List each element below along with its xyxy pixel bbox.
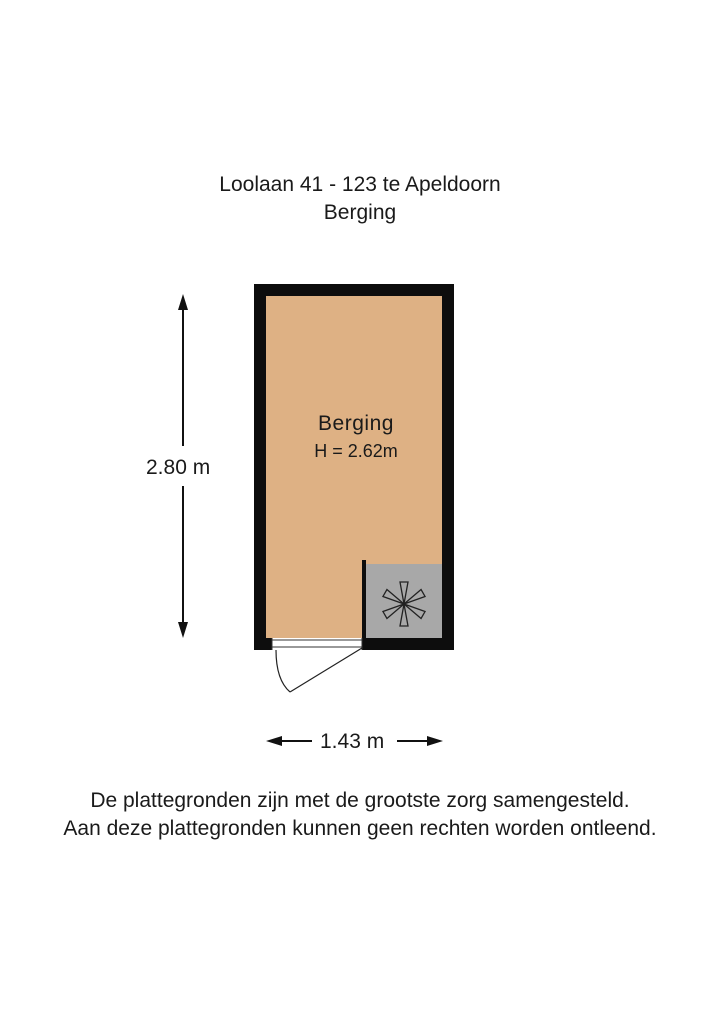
plan-floor-title: Berging (323, 201, 397, 224)
height-dimension-label: 2.80 m (146, 456, 211, 479)
room-name-label: Berging (318, 412, 394, 435)
door-swing-icon (276, 648, 362, 692)
disclaimer-line-1: De plattegronden zijn met de grootste zorg samengesteld. (90, 789, 630, 812)
disclaimer-line-2: Aan deze plattegronden kunnen geen rechten worden ontleend. (63, 817, 657, 840)
plan-address-title: Loolaan 41 - 123 te Apeldoorn (219, 173, 501, 196)
room-height-label: H = 2.62m (314, 441, 398, 461)
width-dimension-label: 1.43 m (320, 730, 385, 753)
utility-wall (362, 560, 366, 650)
